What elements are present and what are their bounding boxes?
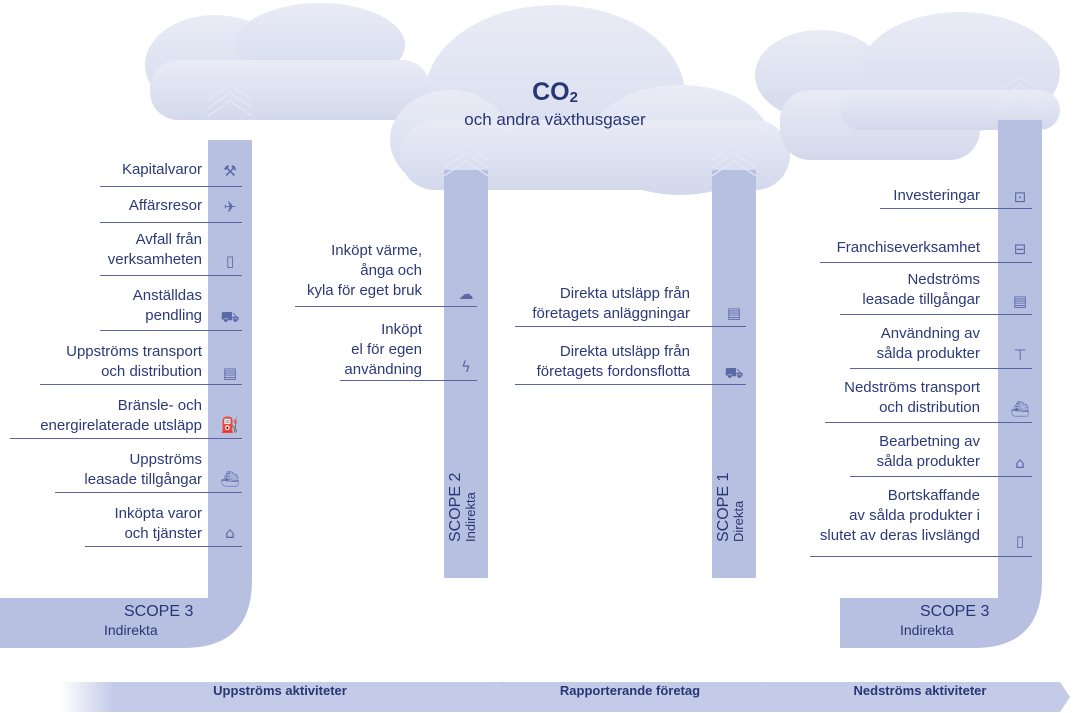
building-icon: ▤: [1012, 292, 1028, 310]
scope1-title: SCOPE 1: [715, 472, 732, 542]
upstream-item-label: Uppströms leasade tillgångar: [84, 451, 202, 488]
upstream-item-label: Affärsresor: [128, 197, 202, 214]
downstream-item-label: Franchiseverksamhet: [836, 239, 980, 256]
item-rule: [340, 380, 477, 381]
co2-title: $CO_2$: [532, 78, 578, 106]
item-rule: [820, 262, 1032, 263]
car-icon: ⛟: [724, 364, 744, 382]
ship-icon: ⛴: [220, 470, 240, 488]
item-rule: [880, 208, 1032, 209]
co2-subtitle: och andra växthusgaser: [464, 110, 646, 129]
upstream-item-label: Kapitalvaror: [121, 161, 202, 178]
tshirt-icon: ⊤: [1013, 346, 1027, 364]
scope3-right-subtitle: Indirekta: [900, 622, 954, 638]
upstream-item-label: Anställdas pendling: [132, 287, 202, 324]
car-icon: ⛟: [220, 308, 240, 326]
downstream-item-label: Investeringar: [893, 187, 980, 204]
item-rule: [100, 275, 242, 276]
item-rule: [825, 422, 1032, 423]
scope1-item-label: Direkta utsläpp från företagets anläggningar: [532, 285, 690, 322]
scope2-title: SCOPE 2: [447, 472, 464, 542]
item-rule: [10, 438, 242, 439]
band-downstream-label: Nedströms aktiviteter: [853, 683, 987, 698]
upstream-item-label: Avfall från verksamheten: [107, 231, 202, 268]
item-rule: [850, 368, 1032, 369]
item-rule: [295, 306, 477, 307]
downstream-item-label: Nedströms transport och distribution: [844, 379, 980, 416]
scope2-label: [448, 473, 477, 542]
crane-icon: ⚒: [223, 162, 237, 180]
scope2-item-label: Inköpt värme, ånga och kyla för eget bruk: [306, 242, 422, 299]
item-rule: [515, 384, 746, 385]
trash-bin-icon: ▯: [225, 252, 235, 270]
upstream-item-label: Uppströms transport och distribution: [66, 343, 202, 380]
building-icon: ▤: [222, 364, 238, 382]
band-reporting-label: Rapporterande företag: [559, 683, 701, 698]
band-upstream-label: Uppströms aktiviteter: [213, 683, 347, 698]
item-rule: [55, 492, 242, 493]
scope1-subtitle: Direkta: [731, 500, 746, 542]
downstream-item-label: Bortskaffande av sålda produkter i slutet av deras livslängd: [819, 487, 980, 544]
downstream-item-label: Användning av sålda produkter: [876, 325, 980, 362]
scope1-item-label: Direkta utsläpp från företagets fordonsflotta: [536, 343, 690, 380]
item-rule: [840, 314, 1032, 315]
item-rule: [100, 186, 242, 187]
storefront-icon: ⊟: [1013, 240, 1027, 258]
factory-icon: ⌂: [1015, 454, 1025, 472]
ship-icon: ⛴: [1010, 400, 1030, 418]
scope2-subtitle: Indirekta: [463, 492, 478, 542]
item-rule: [85, 546, 242, 547]
lightning-icon: ϟ: [461, 358, 471, 376]
item-rule: [515, 326, 746, 327]
fuel-pump-icon: ⛽: [220, 416, 240, 434]
item-rule: [850, 476, 1032, 477]
item-rule: [40, 384, 242, 385]
building-icon: ▤: [726, 304, 742, 322]
scope3-left-subtitle: Indirekta: [104, 622, 158, 638]
scope1-label: [716, 473, 745, 542]
item-rule: [100, 330, 242, 331]
scope3-right-title: SCOPE 3: [920, 603, 990, 620]
downstream-item-label: Bearbetning av sålda produkter: [876, 433, 980, 470]
factory-icon: ⌂: [225, 524, 235, 542]
upstream-item-label: Inköpta varor och tjänster: [114, 505, 202, 542]
scope2-item-label: Inköpt el för egen användning: [344, 321, 422, 378]
scope3-left-title: SCOPE 3: [124, 603, 194, 620]
chart-icon: ⊡: [1013, 188, 1027, 206]
airplane-icon: ✈: [223, 198, 237, 216]
downstream-item-label: Nedströms leasade tillgångar: [862, 271, 980, 308]
item-rule: [100, 222, 242, 223]
trash-bin-icon: ▯: [1015, 532, 1025, 550]
item-rule: [810, 556, 1032, 557]
steam-cloud-icon: ☁: [458, 285, 474, 303]
upstream-item-label: Bränsle- och energirelaterade utsläpp: [40, 397, 202, 434]
